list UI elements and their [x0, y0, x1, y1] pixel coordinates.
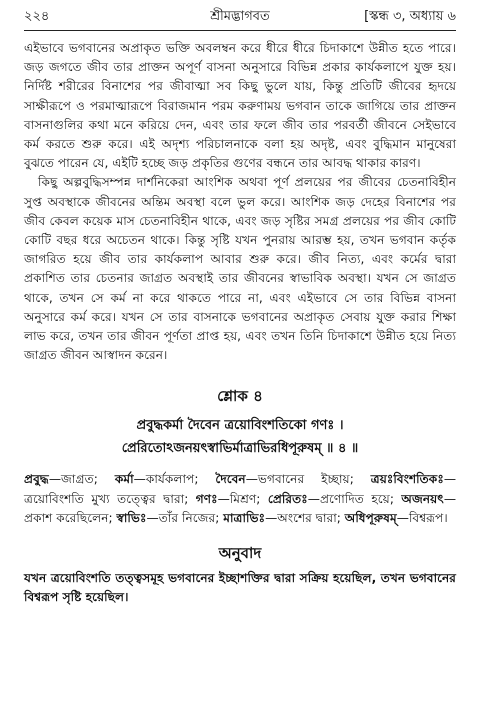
word-sanskrit: গণঃ: [195, 491, 218, 506]
word-sanskrit: অধিপূরুষম্: [344, 510, 397, 525]
word-sanskrit: অজনয়ৎ: [401, 491, 444, 506]
word-sanskrit: ত্রয়ঃবিংশতিকঃ: [370, 472, 444, 487]
word-sanskrit: কর্মা: [114, 472, 134, 487]
page-number: ২২৪: [24, 9, 50, 24]
word-meaning: জাগ্রত: [61, 472, 94, 487]
word-sanskrit: প্রবুদ্ধ: [24, 472, 49, 487]
word-sanskrit: স্বাভিঃ: [116, 510, 147, 525]
word-meaning: প্রকাশ করেছিলেন: [24, 510, 109, 525]
word-meaning: বিশ্বরূপ: [408, 510, 444, 525]
word-meaning: তাঁর নিজের: [158, 510, 216, 525]
sloka-line-1: প্রবুদ্ধকর্মা দৈবেন ত্রয়োবিংশতিকো গণঃ ।: [136, 418, 344, 434]
word-meaning: প্রণোদিত হয়ে: [319, 491, 390, 506]
word-sanskrit: মাত্রাভিঃ: [223, 510, 266, 525]
word-meaning: অংশের দ্বারা: [277, 510, 337, 525]
header-rule: [24, 30, 456, 31]
translation-title: অনুবাদ: [218, 544, 262, 563]
word-sanskrit: প্রেরিতঃ: [267, 491, 308, 506]
book-title: শ্রীমদ্ভাগবত: [210, 9, 270, 24]
word-meaning: ত্রয়োবিংশতি মুখ্য তত্ত্বের দ্বারা: [24, 491, 185, 506]
chapter-reference: [স্কন্ধ ৩, অধ্যায় ৬: [364, 9, 456, 24]
word-meanings: প্রবুদ্ধ—জাগ্রত; কর্মা—কার্যকলাপ; দৈবেন—ভগবানের ইচ্ছায়; ত্রয়ঃবিংশতিকঃ—ত্রয়োবিংশতি মুখ্য তত্ত্বের দ্বারা; গণঃ—মিশ্রণ; প্রেরিতঃ—প্রণোদিত হয়ে; অজনয়ৎ—প্রকাশ করেছিলেন; স্বাভিঃ—তাঁর নিজের; মাত্রাভিঃ—অংশের দ্বারা; অধিপূরুষম্—বিশ্বরূপ।: [24, 472, 457, 525]
page-header: [24, 6, 456, 28]
word-sanskrit: দৈবেন: [215, 472, 246, 487]
translation-text: যখন ত্রয়োবিংশতি তত্ত্বসমূহ ভগবানের ইচ্ছাশক্তির দ্বারা সক্রিয় হয়েছিল, তখন ভগবানের বিশ্বরূপ সৃষ্টি হয়েছিল।: [24, 571, 456, 605]
word-meaning: কার্যকলাপ: [145, 472, 195, 487]
sloka-title: শ্লোক ৪: [217, 387, 263, 406]
sloka-line-2: প্রেরিতোঽজনয়ৎস্বাভির্মাত্রাভিরধিপূরুষম্ ॥ ৪ ॥: [121, 441, 359, 457]
purport-paragraph-2: কিছু অল্পবুদ্ধিসম্পন্ন দার্শনিকেরা আংশিক অথবা পূর্ণ প্রলয়ের পর জীবের চেতনাবিহীন সুপ্ত অবস্থাকে জীবনের অন্তিম অবস্থা বলে ভুল করে। আংশিক জড় দেহের বিনাশের পর জীব কেবল কয়েক মাস চেতনাবিহীন থাকে, এবং জড় সৃষ্টির সমগ্র প্রলয়ের পর জীব কোটি কোটি বছর ধরে অচেতন থাকে। কিন্তু সৃষ্টি যখন পুনরায় আরম্ভ হয়, তখন ভগবান কর্তৃক জাগরিত হয়ে জীব তার কার্যকলাপ আবার শুরু করে। জীব নিত্য, এবং কর্মের দ্বারা প্রকাশিত তার চেতনার জাগ্রত অবস্থাই তার জীবনের স্বাভাবিক অবস্থা। যখন সে জাগ্রত থাকে, তখন সে কর্ম না করে থাকতে পারে না, এবং এইভাবে সে তার বিভিন্ন বাসনা অনুসারে কর্ম করে। যখন সে তার বাসনাকে ভগবানের অপ্রাকৃত সেবায় যুক্ত করার শিক্ষা লাভ করে, তখন তার জীবন পূর্ণতা প্রাপ্ত হয়, এবং তখন তিনি চিদাকাশে উন্নীত হয়ে নিত্য জাগ্রত জীবন আস্বাদন করেন।: [24, 175, 456, 363]
purport-paragraph-1: এইভাবে ভগবানের অপ্রাকৃত ভক্তি অবলম্বন করে ধীরে ধীরে চিদাকাশে উন্নীত হতে পারে। জড় জগতে জীব তার প্রাক্তন অপূর্ণ বাসনা অনুসারে বিভিন্ন প্রকার কার্যকলাপে যুক্ত হয়। নির্দিষ্ট শরীরের বিনাশের পর জীবাত্মা সব কিছু ভুলে যায়, কিন্তু প্রতিটি জীবের হৃদয়ে সাক্ষীরূপে ও পরমাত্মারূপে বিরাজমান পরম করুণাময় ভগবান তাকে জাগিয়ে তার প্রাক্তন বাসনাগুলির কথা মনে করিয়ে দেন, এবং তার ফলে জীব তার পরবর্তী জীবনে সেইভাবে কর্ম করতে শুরু করে। এই অদৃশ্য পরিচালনাকে বলা হয় অদৃষ্ট, এবং বুদ্ধিমান মানুষেরা বুঝতে পারেন যে, এইটি হচ্ছে জড় প্রকৃতির গুণের বন্ধনে তার আবদ্ধ থাকার কারণ।: [24, 41, 456, 171]
word-meaning: মিশ্রণ: [229, 491, 257, 506]
word-meaning: ভগবানের ইচ্ছায়: [257, 472, 350, 487]
